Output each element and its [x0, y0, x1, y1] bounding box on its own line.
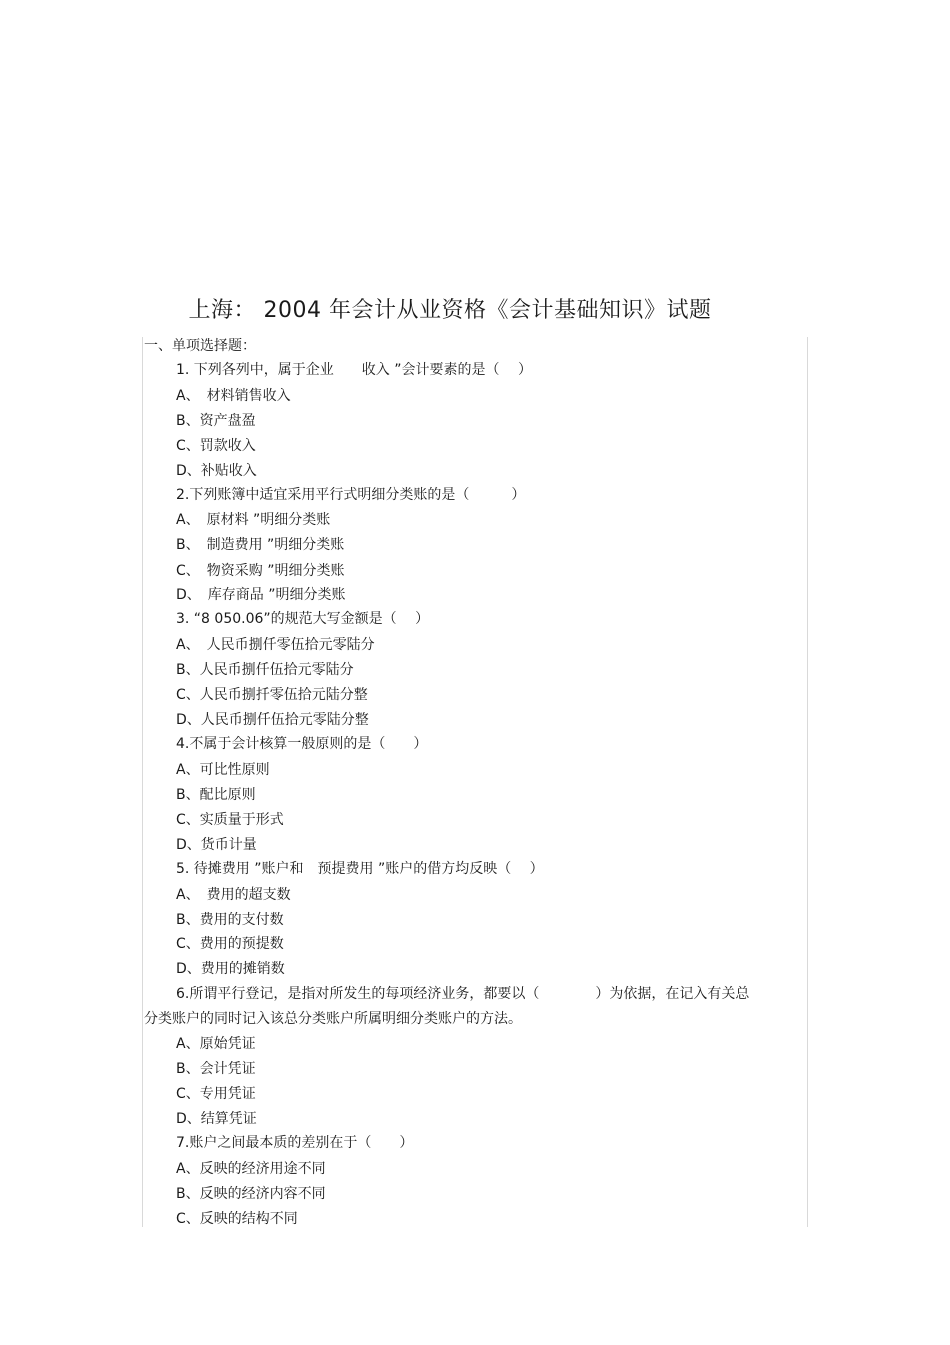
question-3-option-a: A、 人民币捌仟零伍拾元零陆分: [176, 637, 375, 653]
question-5-stem: 5. 待摊费用 ”账户和 预提费用 ”账户的借方均反映（ ）: [176, 861, 544, 877]
question-6-option-d: D、结算凭证: [176, 1111, 257, 1127]
question-2-option-b: B、 制造费用 ”明细分类账: [176, 537, 345, 553]
document-title: 上海： 2004 年会计从业资格《会计基础知识》试题: [188, 298, 712, 323]
question-3-option-c: C、人民币捌扦零伍拾元陆分整: [176, 687, 368, 703]
question-7-stem: 7.账户之间最本质的差别在于（ ）: [176, 1135, 414, 1151]
question-7-option-c: C、反映的结构不同: [176, 1211, 298, 1227]
question-3-stem: 3. “8 050.06”的规范大写金额是（ ）: [176, 611, 430, 627]
question-7-option-b: B、反映的经济内容不同: [176, 1186, 326, 1202]
question-4-option-a: A、可比性原则: [176, 762, 270, 778]
question-2-option-d: D、 库存商品 ”明细分类账: [176, 587, 346, 603]
question-1-option-a: A、 材料销售收入: [176, 388, 291, 404]
question-2-stem: 2.下列账簿中适宜采用平行式明细分类账的是（ ）: [176, 487, 526, 503]
question-7-option-a: A、反映的经济用途不同: [176, 1161, 326, 1177]
question-2-option-c: C、 物资采购 ”明细分类账: [176, 563, 345, 579]
question-1-option-d: D、补贴收入: [176, 463, 257, 479]
question-6-option-c: C、专用凭证: [176, 1086, 256, 1102]
question-5-option-c: C、费用的预提数: [176, 936, 284, 952]
question-5-option-a: A、 费用的超支数: [176, 887, 291, 903]
question-1-stem: 1. 下列各列中，属于企业 收入 ”会计要素的是（ ）: [176, 362, 532, 378]
question-6-option-b: B、会计凭证: [176, 1061, 256, 1077]
question-4-stem: 4.不属于会计核算一般原则的是（ ）: [176, 736, 428, 752]
question-2-option-a: A、 原材料 ”明细分类账: [176, 512, 331, 528]
question-4-option-b: B、配比原则: [176, 787, 256, 803]
question-6-stem: 6.所谓平行登记，是指对所发生的每项经济业务，都要以（ ）为依据，在记入有关总: [176, 986, 750, 1002]
question-4-option-c: C、实质量于形式: [176, 812, 284, 828]
question-1-option-b: B、资产盘盈: [176, 413, 256, 429]
section-heading: 一、单项选择题：: [144, 338, 256, 354]
question-4-option-d: D、货币计量: [176, 837, 257, 853]
question-1-option-c: C、罚款收入: [176, 438, 256, 454]
question-5-option-d: D、费用的摊销数: [176, 961, 285, 977]
question-6-option-a: A、原始凭证: [176, 1036, 256, 1052]
question-6-stem-continued: 分类账户的同时记入该总分类账户所属明细分类账户的方法。: [144, 1011, 522, 1027]
question-3-option-b: B、人民币捌仟伍拾元零陆分: [176, 662, 354, 678]
question-3-option-d: D、人民币捌仟伍拾元零陆分整: [176, 712, 369, 728]
question-5-option-b: B、费用的支付数: [176, 912, 284, 928]
